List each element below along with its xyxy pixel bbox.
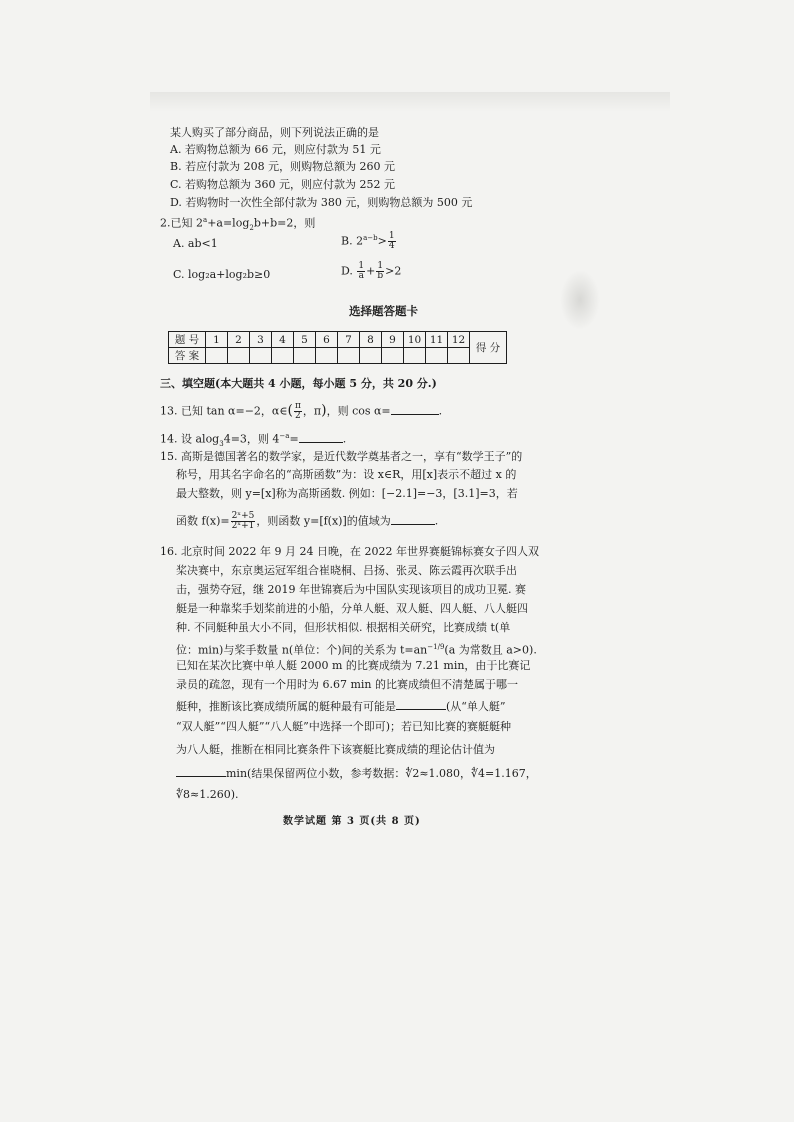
answer-cell[interactable]	[360, 348, 382, 364]
q11-option-a: A. 若购物总额为 66 元，则应付款为 51 元	[170, 143, 381, 156]
fraction: $\frac{\text{2ˣ+5}}{\text{2ˣ+1}}$	[231, 511, 255, 531]
q11-option-b: B. 若应付款为 208 元，则购物总额为 260 元	[170, 160, 396, 173]
answer-blank[interactable]	[299, 432, 343, 443]
q16-line-8: 录员的疏忽，现有一个用时为 6.67 min 的比赛成绩但不清楚属于哪一	[176, 678, 519, 691]
q16-line-9: 艇种，推断该比赛成绩所属的艇种最有可能是 (从“单人艇”	[176, 700, 506, 713]
q15-line-3: 最大整数，则 y=[x]称为高斯函数. 例如：[−2.1]=−3，[3.1]=3，若	[176, 487, 518, 500]
q14: 14. 设 alog$_3$4=3，则 $4^{-a}=$ .	[160, 432, 347, 448]
answer-cell[interactable]	[404, 348, 426, 364]
q16-line-10: “双人艇”“四人艇”“八人艇”中选择一个即可)；若已知比赛的赛艇艇种	[176, 720, 512, 733]
q16-line-11: 为八人艇，推断在相同比赛条件下该赛艇比赛成绩的理论估计值为	[176, 743, 495, 756]
number-cell: 8	[360, 332, 382, 348]
number-cell: 11	[426, 332, 448, 348]
answer-cell[interactable]	[294, 348, 316, 364]
header-cell: 答 案	[169, 348, 206, 364]
answer-card-table	[168, 331, 507, 364]
answer-cell[interactable]	[228, 348, 250, 364]
number-cell: 9	[382, 332, 404, 348]
q16-line-6: 位：min)与桨手数量 n(单位：个)间的关系为 $t=an^{-1/9}(a$ 为常数且 a>0).	[176, 643, 537, 657]
q16-line-2: 桨决赛中，东京奥运冠军组合崔晓桐、吕扬、张灵、陈云霞再次联手出	[176, 564, 517, 577]
q11-intro: 某人购买了部分商品，则下列说法正确的是	[170, 126, 379, 139]
header-cell: 题 号	[169, 332, 206, 348]
answer-cell[interactable]	[250, 348, 272, 364]
q16-line-1: 16. 北京时间 2022 年 9 月 24 日晚，在 2022 年世界赛艇锦标赛女子四人双	[160, 545, 539, 558]
table-row	[169, 332, 507, 348]
answer-blank[interactable]	[176, 766, 226, 777]
answer-cell[interactable]	[206, 348, 228, 364]
number-cell: 5	[294, 332, 316, 348]
q11-option-d: D. 若购物时一次性全部付款为 380 元，则购物总额为 500 元	[170, 196, 473, 209]
q16-line-7: 已知在某次比赛中单人艇 2000 m 的比赛成绩为 7.21 min，由于比赛记	[176, 659, 531, 672]
answer-cell[interactable]	[272, 348, 294, 364]
q16-line-5: 种. 不同艇种虽大小不同，但形状相似. 根据相关研究，比赛成绩 t(单	[176, 621, 511, 634]
q16-line-13: ∜8≈1.260).	[176, 788, 239, 801]
answer-cell[interactable]	[316, 348, 338, 364]
answer-cell[interactable]	[338, 348, 360, 364]
number-cell: 6	[316, 332, 338, 348]
q15-line-1: 15. 高斯是德国著名的数学家，是近代数学奠基者之一，享有“数学王子”的	[160, 450, 523, 463]
q16-line-12: min(结果保留两位小数，参考数据：∜2≈1.080，∜4=1.167，	[176, 766, 537, 781]
number-cell: 7	[338, 332, 360, 348]
q11-option-c: C. 若购物总额为 360 元，则应付款为 252 元	[170, 178, 395, 191]
q12-stem: 2.已知 $2^a+a=\log_2b+b=2$，则	[160, 216, 316, 232]
answer-card-title: 选择题答题卡	[349, 304, 418, 318]
q12-option-b: B. $2^{a-b}>$ $\frac{1}{4}$	[341, 231, 395, 252]
q12-option-d: D. $\frac{1}{a}$ + $\frac{1}{b}$ >2	[341, 261, 402, 281]
score-cell: 得 分	[470, 332, 507, 364]
answer-cell[interactable]	[448, 348, 470, 364]
scan-smudge	[560, 270, 600, 330]
q12-option-a: A. ab<1	[173, 237, 218, 250]
scan-shadow	[150, 92, 670, 112]
number-cell: 1	[206, 332, 228, 348]
fraction: $\frac{1}{a}$	[358, 261, 365, 281]
number-cell: 4	[272, 332, 294, 348]
q15-line-4: 函数 f(x)= $\frac{\text{2ˣ+5}}{\text{2ˣ+1}}$ ，则函数 y=[f(x)]的值域为 .	[176, 511, 439, 531]
section-heading: 三、填空题(本大题共 4 小题，每小题 5 分，共 20 分.)	[160, 377, 437, 390]
q16-line-4: 艇是一种靠桨手划桨前进的小船，分单人艇、双人艇、四人艇、八人艇四	[176, 602, 528, 615]
page-footer: 数学试题 第 3 页(共 8 页)	[283, 816, 421, 827]
answer-blank[interactable]	[396, 699, 446, 710]
q13: 13. 已知 tan α=−2，α∈( $\frac{\pi}{2}$ ，π)，则 cos α= .	[160, 401, 443, 421]
answer-blank[interactable]	[391, 514, 435, 525]
number-cell: 12	[448, 332, 470, 348]
q16-line-3: 击，强势夺冠，继 2019 年世锦赛后为中国队实现该项目的成功卫冕. 赛	[176, 583, 526, 596]
q12-option-c: C. log₂a+log₂b≥0	[173, 268, 271, 281]
table-row	[169, 348, 507, 364]
answer-cell[interactable]	[382, 348, 404, 364]
number-cell: 2	[228, 332, 250, 348]
number-cell: 10	[404, 332, 426, 348]
fraction: $\frac{1}{b}$	[377, 261, 384, 281]
answer-cell[interactable]	[426, 348, 448, 364]
number-cell: 3	[250, 332, 272, 348]
answer-blank[interactable]	[391, 404, 439, 415]
fraction: $\frac{1}{4}$	[388, 231, 395, 252]
fraction: $\frac{\pi}{2}$	[294, 401, 301, 421]
q15-line-2: 称号，用其名字命名的“高斯函数”为：设 x∈R，用[x]表示不超过 x 的	[176, 468, 517, 481]
